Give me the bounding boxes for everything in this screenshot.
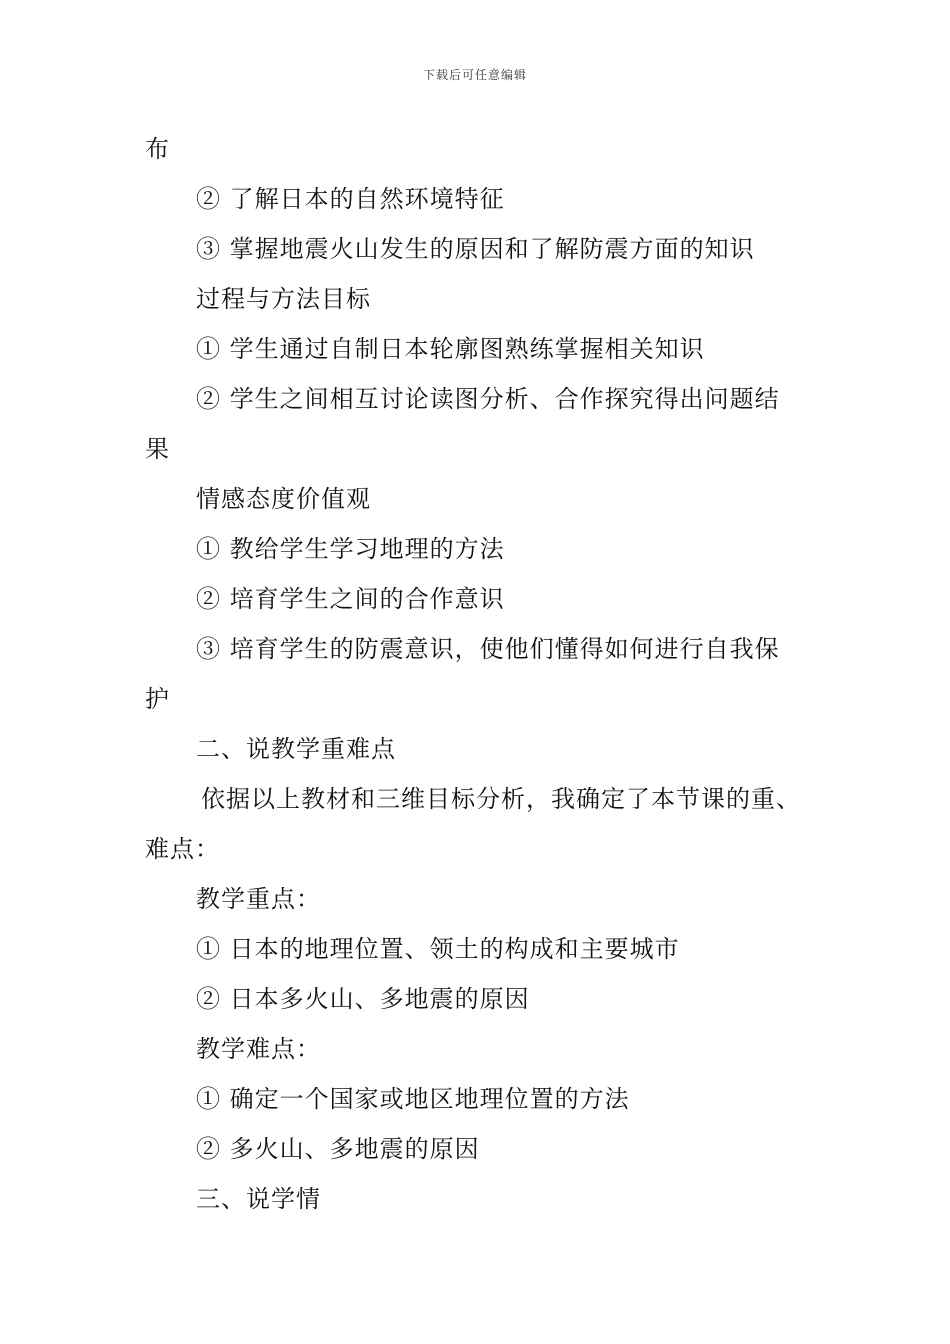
page-header-note: 下载后可任意编辑 — [422, 68, 527, 82]
text-line: ② 学生之间相互讨论读图分析、合作探究得出问题结 — [196, 385, 780, 413]
text-line: ① 教给学生学习地理的方法 — [196, 535, 505, 563]
section-heading: 二、说教学重难点 — [196, 735, 396, 763]
text-line: ② 了解日本的自然环境特征 — [196, 185, 505, 213]
text-line: ① 确定一个国家或地区地理位置的方法 — [196, 1085, 630, 1113]
text-line: 布 — [145, 135, 170, 163]
text-line: 果 — [145, 435, 170, 463]
text-line: 依据以上教材和三维目标分析，我确定了本节课的重、 — [201, 785, 801, 813]
text-line: ② 培育学生之间的合作意识 — [196, 585, 505, 613]
text-line: ② 多火山、多地震的原因 — [196, 1135, 480, 1163]
text-line: ③ 掌握地震火山发生的原因和了解防震方面的知识 — [196, 235, 755, 263]
section-subheading: 教学重点： — [196, 885, 321, 913]
text-line: 护 — [145, 685, 170, 713]
section-subheading: 过程与方法目标 — [196, 285, 371, 313]
section-subheading: 情感态度价值观 — [196, 485, 371, 513]
text-line: ① 日本的地理位置、领土的构成和主要城市 — [196, 935, 680, 963]
document-body — [145, 124, 825, 1224]
section-subheading: 教学难点： — [196, 1035, 321, 1063]
text-line: ③ 培育学生的防震意识，使他们懂得如何进行自我保 — [196, 635, 780, 663]
text-line: ② 日本多火山、多地震的原因 — [196, 985, 530, 1013]
section-heading: 三、说学情 — [196, 1185, 321, 1213]
text-line: 难点： — [145, 835, 220, 863]
text-line: ① 学生通过自制日本轮廓图熟练掌握相关知识 — [196, 335, 705, 363]
